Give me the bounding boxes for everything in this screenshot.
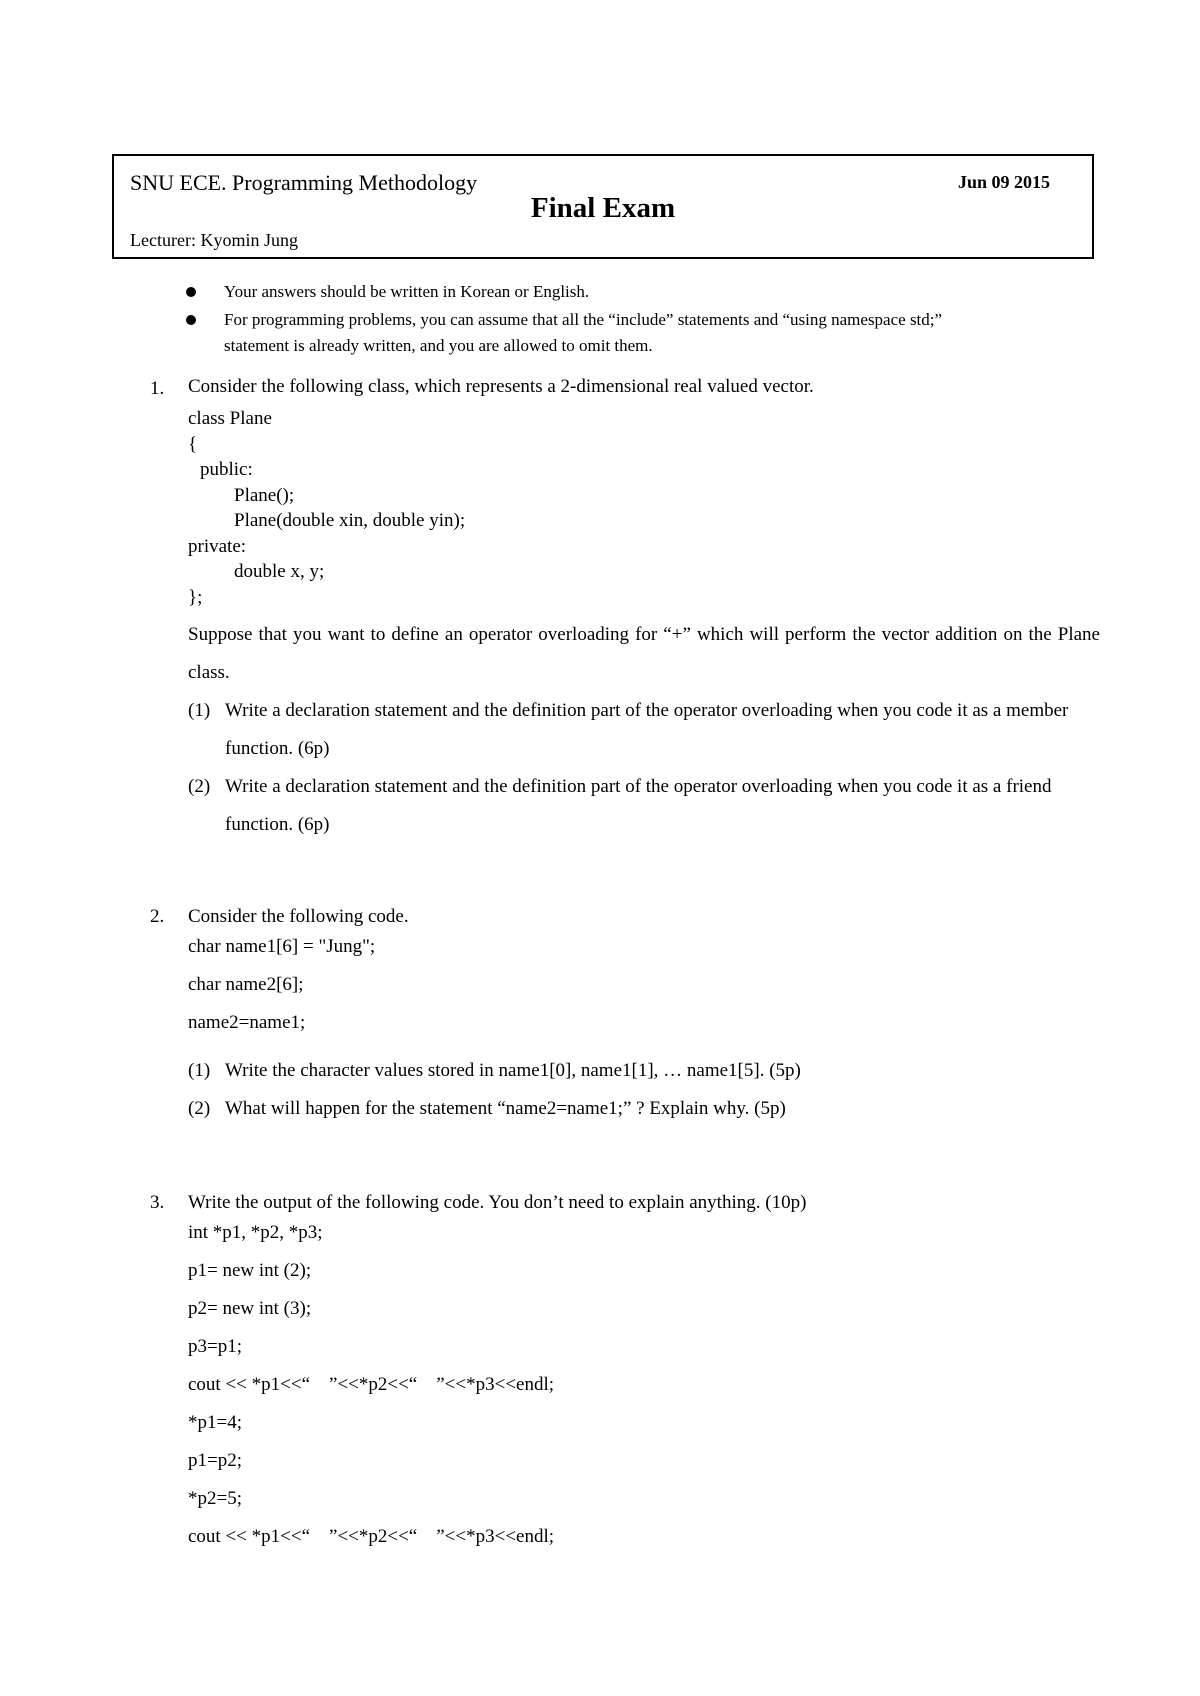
instruction-continuation: statement is already written, and you are allowed to omit them.	[224, 336, 653, 355]
subquestion-number: (1)	[188, 1060, 211, 1081]
code-line: int *p1, *p2, *p3;	[188, 1222, 323, 1243]
code-line: Plane();	[234, 484, 295, 506]
code-line: char name2[6];	[188, 974, 304, 995]
code-line: double x, y;	[234, 561, 325, 582]
exam-date: Jun 09 2015	[957, 172, 1050, 192]
page-title: Final Exam	[530, 192, 676, 224]
subquestion-number: (1)	[188, 700, 211, 721]
question-1	[150, 378, 1100, 844]
bullet-icon	[186, 287, 196, 297]
question-body	[188, 1192, 1100, 1556]
code-line: public:	[200, 459, 253, 480]
subquestion-text: Write a declaration statement and the definition part of the operator overloading when you code it as a member function. (6p)	[225, 700, 1069, 759]
question-number: 1.	[150, 378, 165, 399]
code-line: *p2=5;	[188, 1488, 242, 1509]
question-prompt: Write the output of the following code. You don’t need to explain anything. (10p)	[188, 1192, 807, 1213]
code-block	[188, 1214, 1100, 1556]
code-line: private:	[188, 535, 247, 557]
code-line: p1= new int (2);	[188, 1260, 312, 1281]
subquestion	[188, 768, 1100, 844]
bullet-icon	[186, 315, 196, 325]
code-line: name2=name1;	[188, 1012, 306, 1033]
code-line: char name1[6] = "Jung";	[188, 936, 376, 957]
subquestion	[188, 692, 1100, 768]
subquestion-text: Write the character values stored in name1[0], name1[1], … name1[5]. (5p)	[225, 1060, 801, 1081]
subquestion-number: (2)	[188, 776, 211, 797]
question-prompt: Consider the following class, which represents a 2-dimensional real valued vector.	[188, 376, 814, 397]
instruction-text: For programming problems, you can assume that all the “include” statements and “using namespace std;”	[224, 310, 943, 329]
code-block	[188, 406, 1100, 610]
subquestion-text: Write a declaration statement and the definition part of the operator overloading when you code it as a friend function. (6p)	[225, 776, 1052, 835]
course-title: SNU ECE. Programming Methodology	[130, 170, 478, 195]
code-line: p1=p2;	[188, 1450, 242, 1471]
instruction-item	[186, 278, 1106, 306]
subquestion	[188, 1090, 1100, 1128]
question-body	[188, 368, 1100, 844]
question-number: 2.	[150, 906, 165, 927]
code-line: Plane(double xin, double yin);	[234, 510, 466, 531]
code-line: class Plane	[188, 408, 272, 429]
instructions-list	[186, 278, 1106, 360]
question-body	[188, 906, 1100, 1128]
exam-header	[112, 154, 1094, 259]
code-line: };	[188, 586, 203, 608]
code-line: cout << *p1<<“ ”<<*p2<<“ ”<<*p3<<endl;	[188, 1374, 555, 1395]
code-line: *p1=4;	[188, 1412, 242, 1433]
lecturer-name: Lecturer: Kyomin Jung	[130, 230, 298, 250]
code-line: {	[188, 433, 198, 455]
code-line: p3=p1;	[188, 1336, 242, 1357]
question-3	[150, 1192, 1100, 1556]
subquestion-number: (2)	[188, 1098, 211, 1119]
code-line: p2= new int (3);	[188, 1298, 312, 1319]
question-number: 3.	[150, 1192, 165, 1213]
code-block	[188, 928, 1100, 1042]
instruction-text: Your answers should be written in Korean or English.	[224, 282, 590, 301]
question-2	[150, 906, 1100, 1128]
question-paragraph: Suppose that you want to define an operator overloading for “+” which will perform the vector addition on the Plane class.	[188, 624, 1100, 683]
question-prompt: Consider the following code.	[188, 906, 409, 927]
instruction-item	[186, 306, 1106, 360]
subquestion	[188, 1052, 1100, 1090]
subquestion-text: What will happen for the statement “name2=name1;” ? Explain why. (5p)	[225, 1098, 786, 1119]
code-line: cout << *p1<<“ ”<<*p2<<“ ”<<*p3<<endl;	[188, 1526, 555, 1547]
